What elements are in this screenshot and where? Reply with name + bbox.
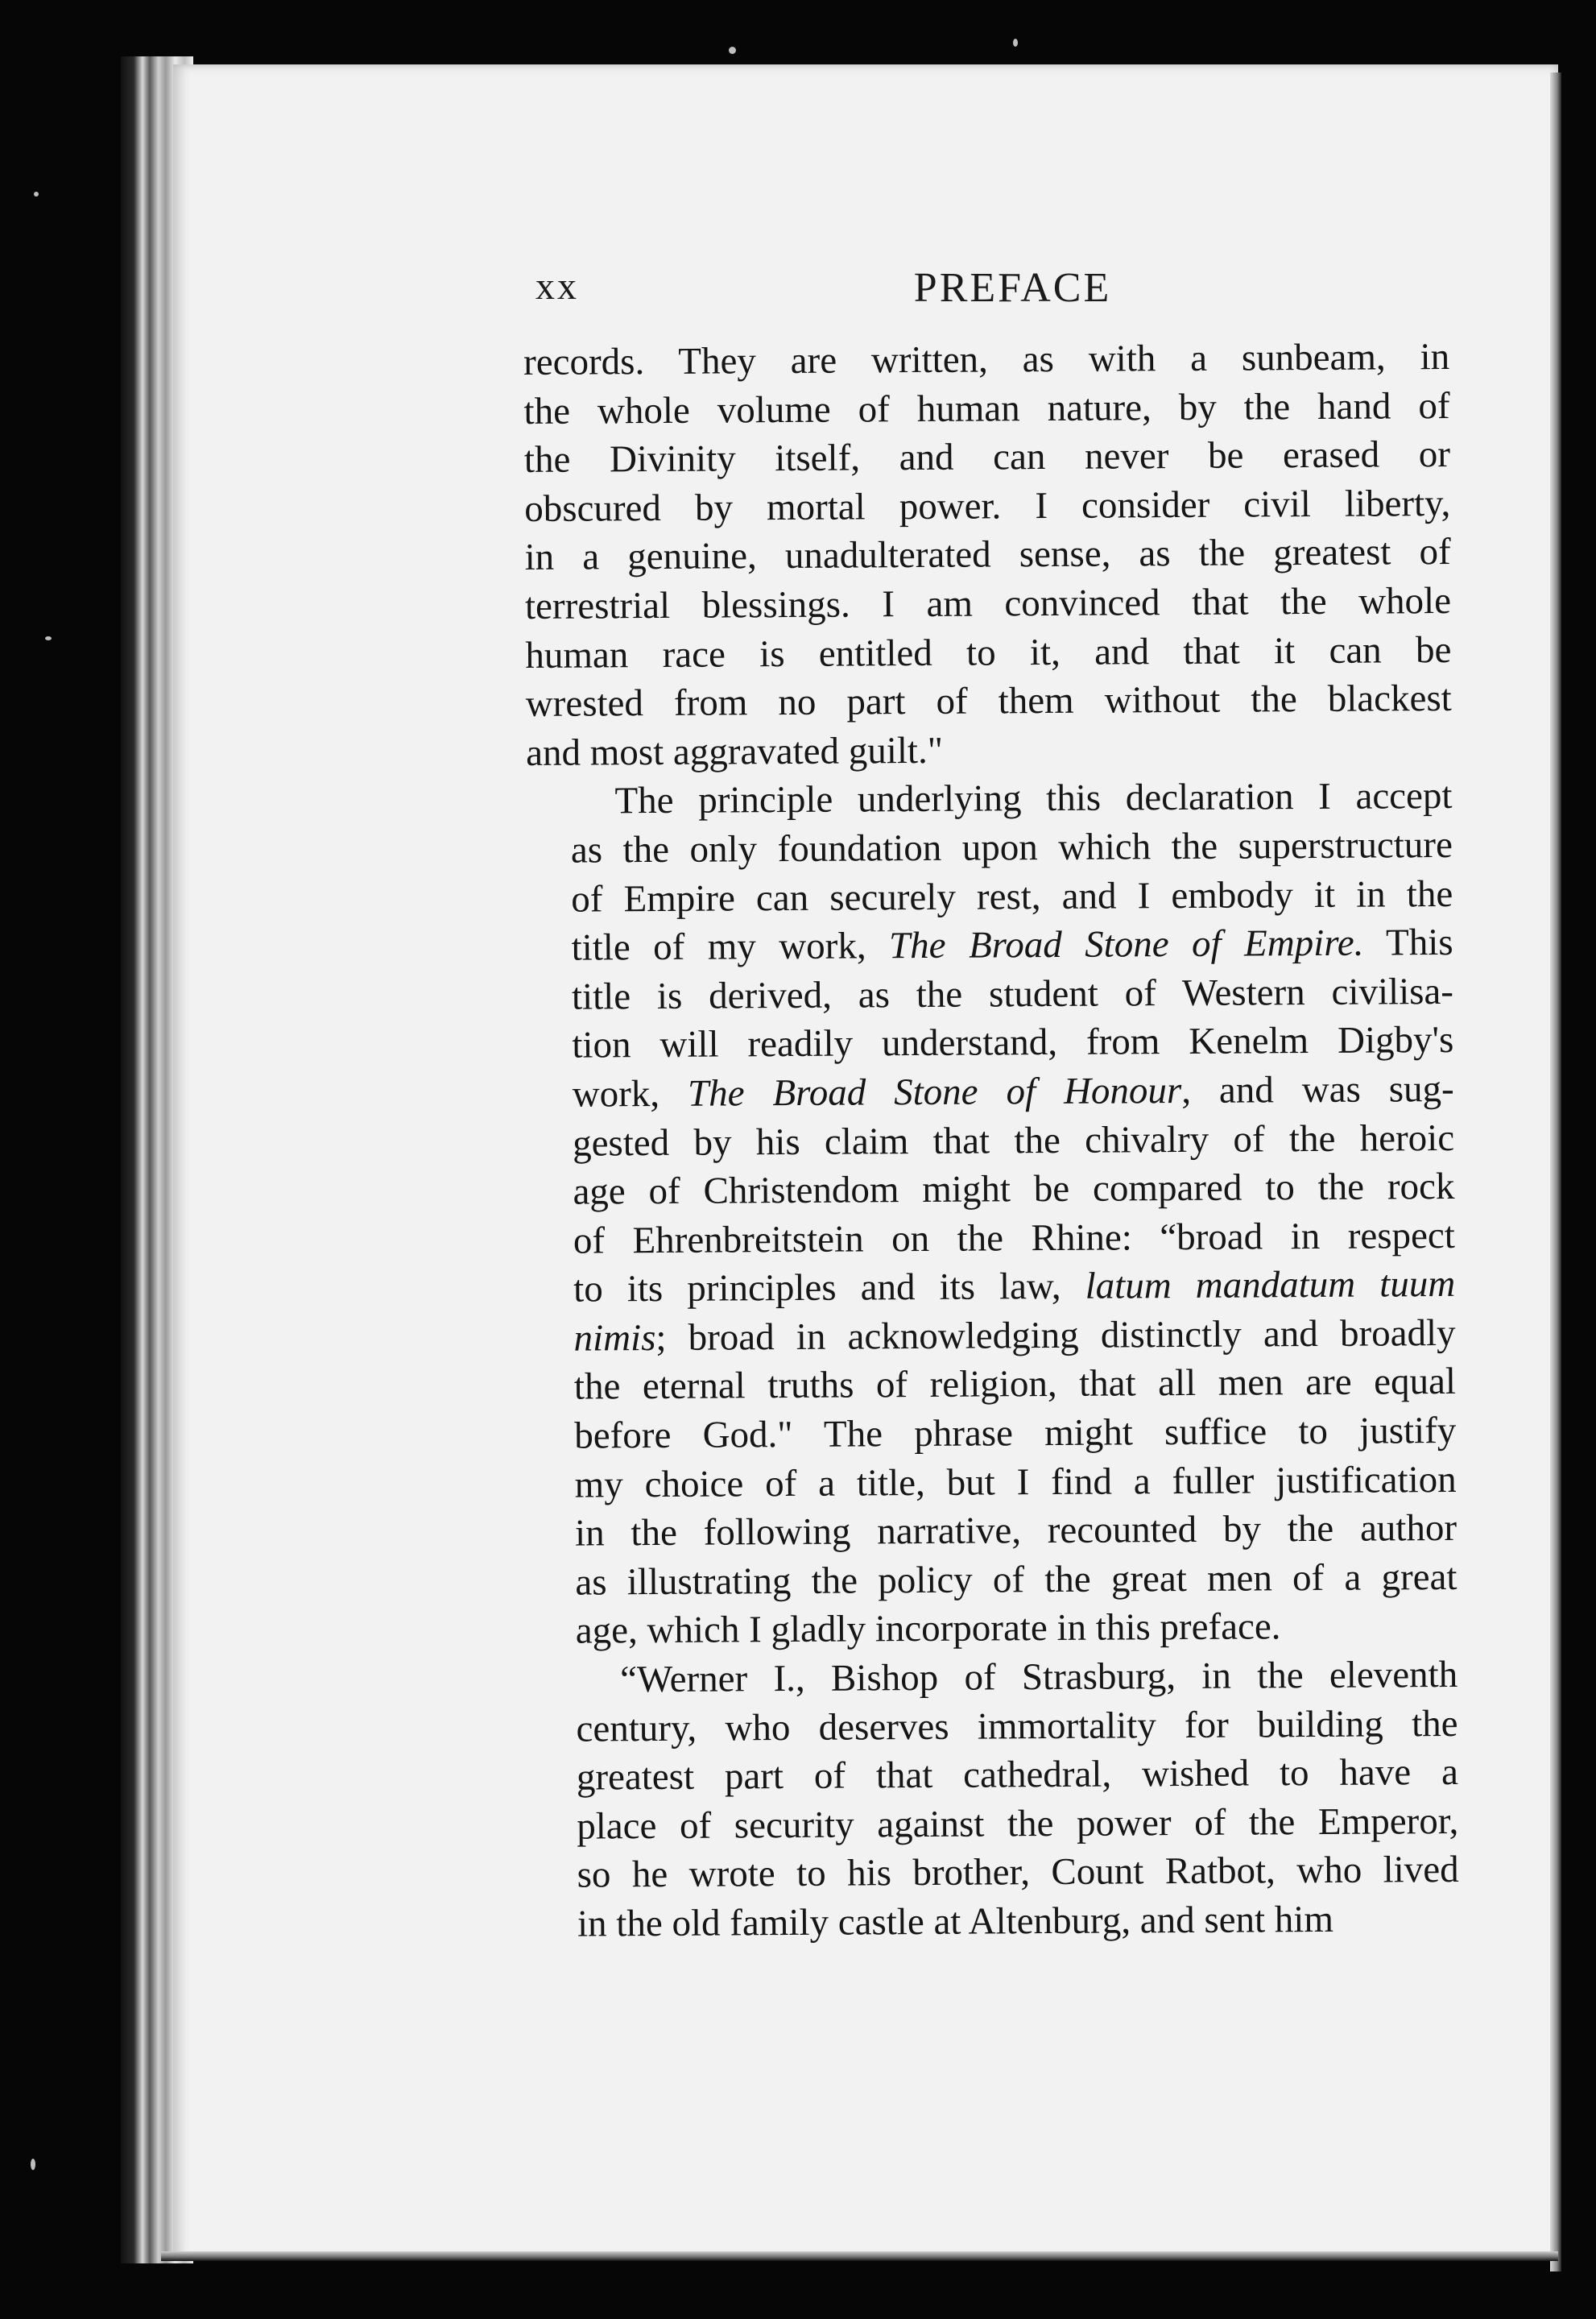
text-line bbox=[531, 1456, 1457, 1510]
text-line bbox=[532, 1748, 1458, 1803]
text-line bbox=[530, 1357, 1456, 1412]
text-run: gested by his claim that the chivalry of the heroic bbox=[572, 1116, 1455, 1165]
text-line bbox=[524, 479, 1450, 534]
page-body bbox=[523, 333, 1459, 1949]
page-edge-bottom bbox=[161, 2251, 1558, 2261]
text-run: obscured by mortal power. I consider civil liberty, bbox=[524, 482, 1451, 530]
text-line bbox=[526, 723, 1452, 778]
italic-text: The Broad Stone of Empire. bbox=[888, 921, 1364, 967]
text-run: records. They are written, as with a sunbeam, in bbox=[523, 335, 1450, 383]
text-run: before God." The phrase might suffice to justify bbox=[574, 1410, 1457, 1457]
text-run: of Empire can securely rest, and I embody it in the bbox=[571, 872, 1453, 921]
text-run: in the following narrative, recounted by the author bbox=[574, 1507, 1457, 1555]
text-line bbox=[529, 1309, 1455, 1364]
text-line bbox=[523, 333, 1449, 387]
text-line bbox=[523, 382, 1449, 437]
text-line bbox=[527, 821, 1453, 876]
text-line bbox=[527, 1016, 1453, 1070]
text-run: , and was sug- bbox=[1181, 1067, 1454, 1112]
text-run: the Divinity itself, and can never be erased or bbox=[523, 433, 1451, 482]
text-run: to its principles and its law, bbox=[573, 1265, 1085, 1311]
text-run: work, bbox=[572, 1072, 688, 1116]
text-line bbox=[527, 918, 1453, 973]
text-run: as illustrating the policy of the great men of a great bbox=[575, 1555, 1457, 1604]
text-line bbox=[531, 1650, 1457, 1705]
text-line bbox=[528, 1162, 1454, 1217]
scan-speck bbox=[729, 47, 736, 54]
text-run: place of security against the power of the Emperor, bbox=[577, 1799, 1459, 1848]
text-line bbox=[529, 1211, 1455, 1266]
text-line bbox=[527, 967, 1453, 1022]
italic-text: latum mandatum tuum bbox=[1085, 1263, 1456, 1308]
text-line bbox=[530, 1406, 1456, 1461]
text-line bbox=[532, 1845, 1458, 1900]
text-run: as the only foundation upon which the superstructure bbox=[570, 823, 1453, 872]
scan-speck bbox=[1013, 39, 1018, 47]
page-edge-right bbox=[1550, 72, 1561, 2271]
text-run: the eternal truths of religion, that all men are equal bbox=[573, 1360, 1457, 1409]
text-line bbox=[532, 1797, 1458, 1852]
scan-speck bbox=[45, 636, 52, 640]
italic-text: The Broad Stone of Honour bbox=[687, 1069, 1182, 1115]
text-line bbox=[531, 1504, 1457, 1559]
paragraph-p3 bbox=[531, 1650, 1459, 1949]
text-run: greatest part of that cathedral, wished to have a bbox=[576, 1751, 1459, 1799]
text-run: so he wrote to his brother, Count Ratbot, who lived bbox=[577, 1849, 1459, 1897]
text-line bbox=[525, 577, 1451, 632]
text-line bbox=[528, 1113, 1454, 1168]
text-run: age of Christendom might be compared to the rock bbox=[573, 1166, 1455, 1213]
text-line bbox=[531, 1553, 1457, 1608]
text-line bbox=[526, 772, 1452, 826]
text-line bbox=[528, 1065, 1454, 1120]
scan-speck bbox=[31, 2159, 35, 2170]
page-header bbox=[535, 264, 1457, 329]
scan-speck bbox=[34, 192, 39, 197]
paragraph-p1 bbox=[523, 333, 1452, 777]
text-line bbox=[531, 1601, 1457, 1656]
text-line bbox=[524, 528, 1450, 582]
text-run: human race is entitled to it, and that it can be bbox=[525, 628, 1452, 677]
text-run: the whole volume of human nature, by the hand of bbox=[523, 384, 1450, 433]
text-line bbox=[533, 1895, 1459, 1949]
text-run: wrested from no part of them without the blackest bbox=[525, 677, 1452, 726]
text-line bbox=[529, 1260, 1455, 1315]
text-run: and most aggravated guilt." bbox=[525, 729, 944, 774]
text-run: in the old family castle at Altenburg, and sent him bbox=[577, 1898, 1334, 1945]
text-run: The principle underlying this declaration I accept bbox=[614, 775, 1453, 822]
text-run: title of my work, bbox=[571, 925, 890, 969]
text-run: century, who deserves immortality for building the bbox=[576, 1702, 1458, 1750]
text-line bbox=[526, 674, 1452, 729]
text-run: terrestrial blessings. I am convinced that the whole bbox=[524, 579, 1452, 627]
text-run: in a genuine, unadulterated sense, as the greatest of bbox=[524, 531, 1451, 579]
text-run: This bbox=[1363, 921, 1453, 964]
text-run: ; broad in acknowledging distinctly and broadly bbox=[655, 1311, 1456, 1359]
text-run: tion will readily understand, from Kenelm Digby's bbox=[572, 1019, 1454, 1066]
text-run: age, which I gladly incorporate in this preface. bbox=[575, 1605, 1281, 1653]
text-line bbox=[531, 1700, 1457, 1754]
text-run: title is derived, as the student of Western civilisa- bbox=[571, 970, 1454, 1018]
text-run: “Werner I., Bishop of Strasburg, in the eleventh bbox=[620, 1653, 1458, 1701]
italic-text: nimis bbox=[573, 1316, 656, 1360]
paragraph-p2 bbox=[526, 772, 1457, 1656]
text-line bbox=[525, 626, 1451, 681]
text-line bbox=[527, 869, 1453, 924]
text-line bbox=[524, 430, 1450, 485]
text-run: of Ehrenbreitstein on the Rhine: “broad in respect bbox=[573, 1214, 1455, 1262]
text-run: my choice of a title, but I find a fuller justification bbox=[574, 1458, 1457, 1506]
running-title: PREFACE bbox=[913, 265, 1112, 311]
page-number: xx bbox=[535, 265, 579, 308]
